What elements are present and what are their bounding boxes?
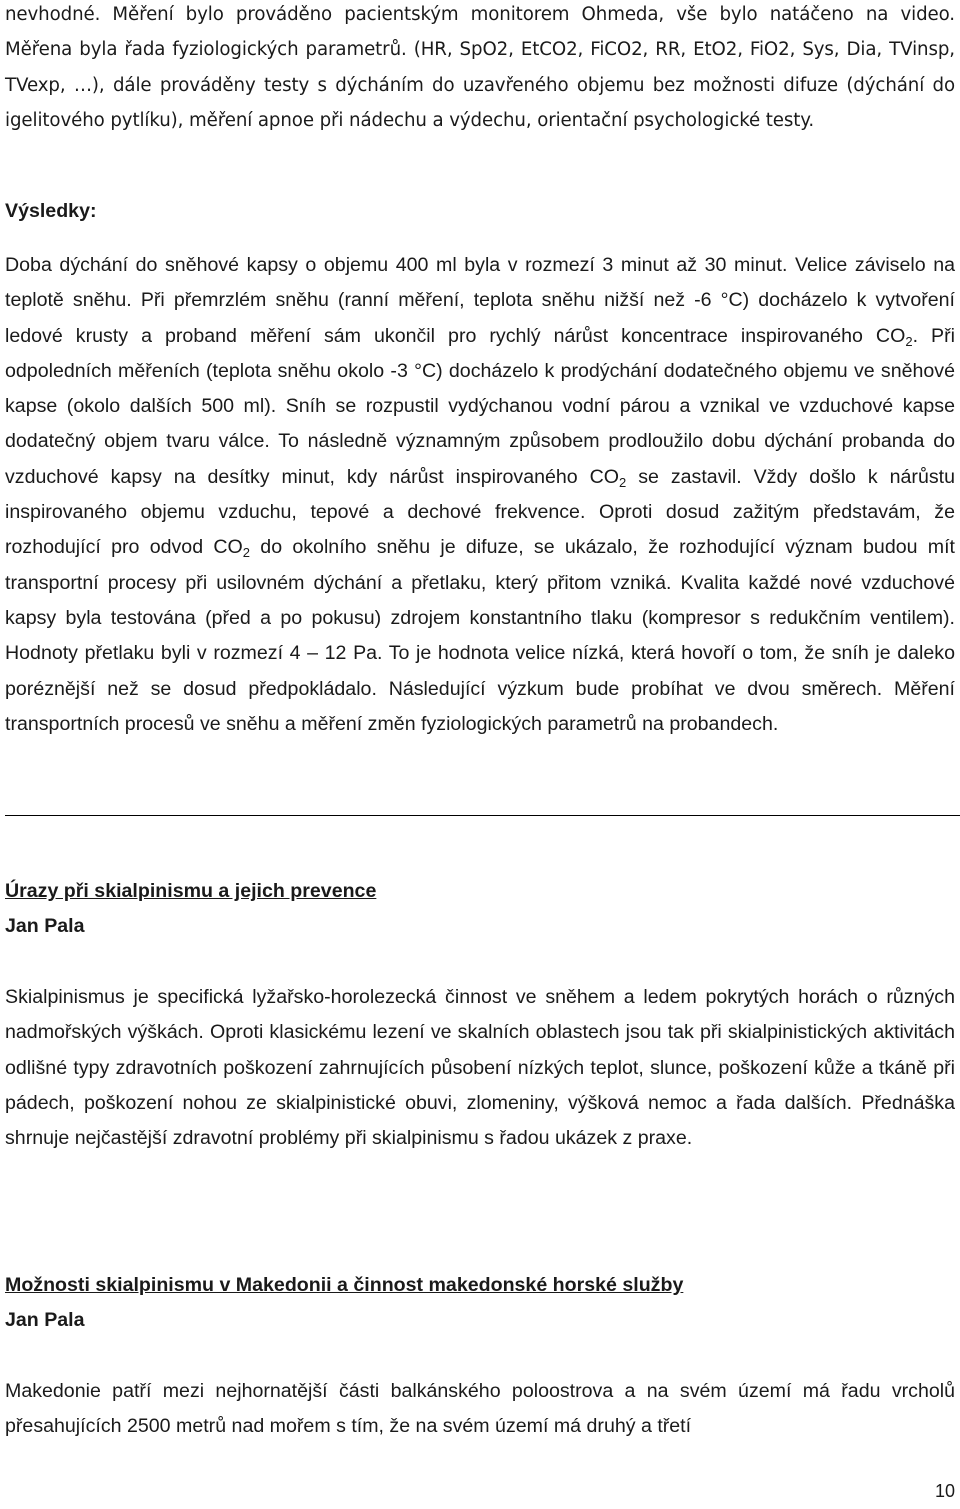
article-2-paragraph: Makedonie patří mezi nejhornatější části balkánského poloostrova a na svém území má řadu vrcholů přesahujících 2500 metrů nad mořem s tím, že na svém území má druhý a třetí	[5, 1380, 955, 1438]
co2-subscript: 2	[242, 545, 251, 561]
co2-subscript: 2	[905, 333, 913, 349]
article-2-title: Možnosti skialpinismu v Makedonii a činnost makedonské horské služby	[5, 1274, 684, 1296]
results-text-part-3: se zastavil. Vždy došlo k nárůstu inspirovaného objemu vzduchu, tepové a dechové frekvence. Oproti dosud zažitým představám, že rozhodující pro odvod CO	[5, 465, 955, 559]
page-number: 10	[934, 1481, 955, 1501]
results-text-part-2: . Při odpoledních měřeních (teplota sněhu okolo -3 °C) docházelo k prodýchání dodatečného objemu ve sněhové kapse (okolo dalších 500 ml). Sníh se rozpustil vydýchanou vodní párou a vznikal ve vzduchové kapse dodatečný objem tvaru válce. To následně významným způsobem prodloužilo dobu dýchání probanda do vzduchové kapsy na desítky minut, kdy nárůst inspirovaného CO	[5, 324, 955, 488]
co2-subscript: 2	[619, 474, 627, 490]
article-1-paragraph: Skialpinismus je specifická lyžařsko-horolezecká činnost ve sněhem a ledem pokrytých horách o různých nadmořských výškách. Oproti klasickému lezení ve skalních oblastech jsou tak při skialpinistických aktivitách odlišné typy zdravotních poškození zahrnujících působení nízkých teplot, slunce, poškození kůže a tkáně při pádech, poškození nohou ze skialpinistické obuvi, zlomeniny, výšková nemoc a řada dalších. Přednáška shrnuje nejčastější zdravotní problémy při skialpinismu s řadou ukázek z praxe.	[5, 986, 955, 1150]
article-1-title: Úrazy při skialpinismu a jejich prevence	[5, 880, 377, 902]
results-heading: Výsledky:	[5, 200, 97, 222]
results-text-part-4: do okolního sněhu je difuze, se ukázalo, že rozhodující význam budou mít transportní procesy při usilovném dýchání a přetlaku, který přitom vzniká. Kvalita každé nové vzduchové kapsy byla testována (před a po pokusu) zdrojem konstantního tlaku (kompresor s redukčním ventilem). Hodnoty přetlaku byli v rozmezí 4 – 12 Pa. To je hodnota velice nízká, která hovoří o tom, že sníh je daleko porézněјší než se dosud předpokládalo. Následující výzkum bude probíhat ve dvou směrech. Měření transportních procesů ve sněhu a měření změn fyziologických parametrů na probandech.	[5, 536, 955, 735]
article-2-author: Jan Pala	[5, 1309, 85, 1331]
section-divider	[5, 815, 960, 816]
intro-paragraph: nevhodné. Měření bylo prováděno pacientským monitorem Ohmeda, vše bylo natáčeno na video. Měřena byla řada fyziologických parametrů. (HR, SpO2, EtCO2, FiCO2, RR, EtO2, FiO2, Sys, Dia, TVinsp, TVexp, …), dále prováděny testy s dýcháním do uzavřeného objemu bez možnosti difuze (dýchání do igelitového pytlíku), měření apnoe při nádechu a výdechu, orientační psychologické testy.	[5, 4, 955, 131]
results-paragraph	[5, 248, 955, 742]
article-1-author: Jan Pala	[5, 915, 85, 937]
results-text-part-1: Doba dýchání do sněhové kapsy o objemu 400 ml byla v rozmezí 3 minut až 30 minut. Velice záviselo na teplotě sněhu. Při přemrzlém sněhu (ranní měření, teplota sněhu nižší než -6 °C) docházelo k vytvoření ledové krusty a proband měření sám ukončil pro rychlý nárůst koncentrace inspirovaného CO	[5, 254, 955, 347]
